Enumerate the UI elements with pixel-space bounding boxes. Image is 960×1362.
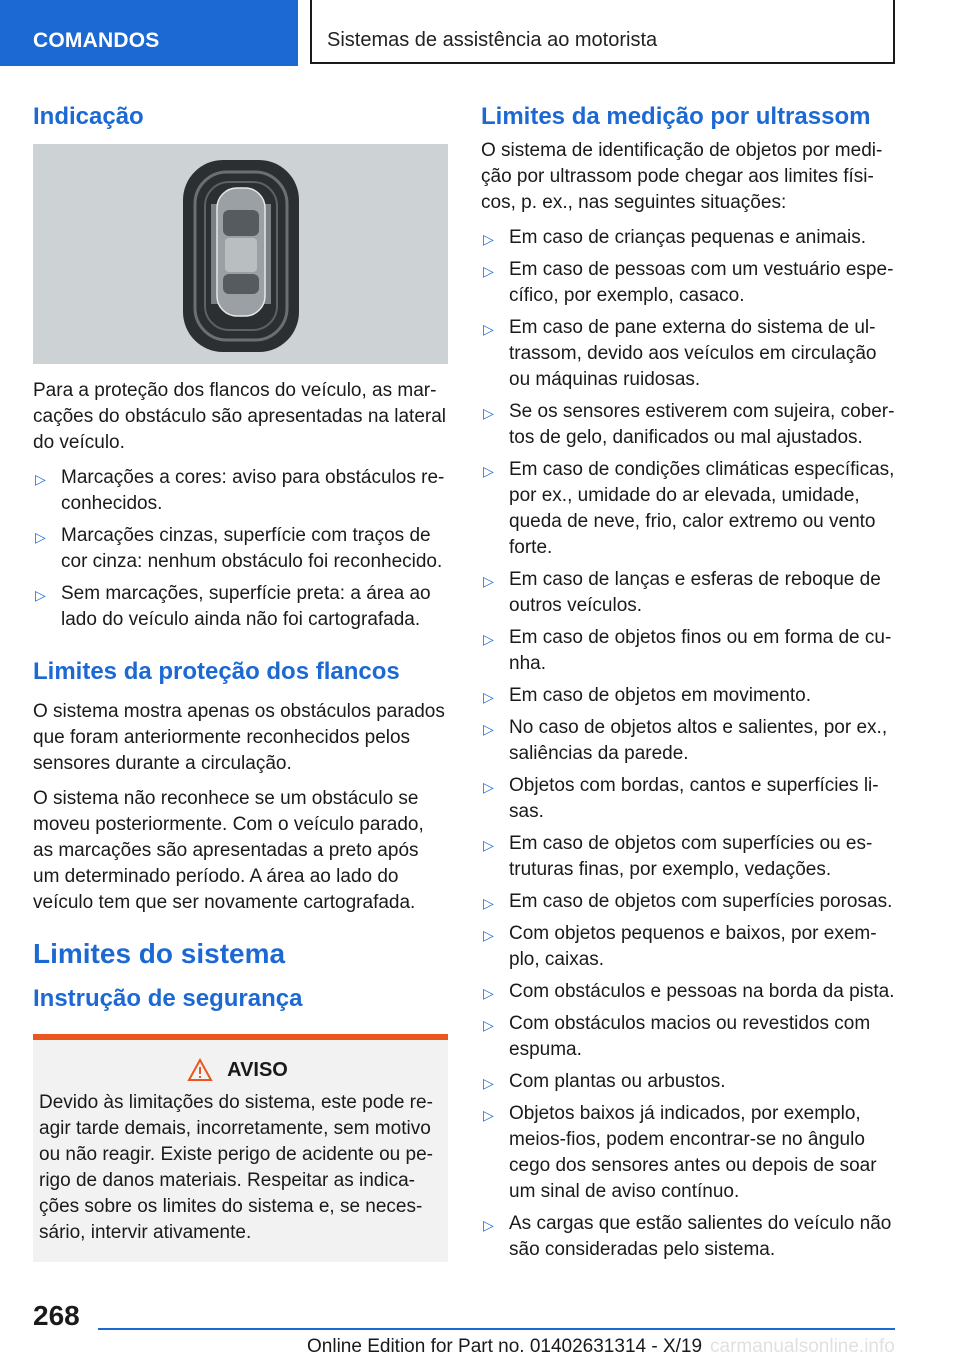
page-number: 268 [33,1300,80,1331]
parking-view-image [33,144,448,364]
edition-note: Online Edition for Part no. 01402631314 - X/19 [307,1336,703,1357]
paragraph-limites-2: O sistema não reconhece se um obstáculo se moveu posteriormente. Com o veículo parado, as marcações são apresentadas a preto após um determinado período. A área ao lado do veículo tem que ser novamente cartografada. [33,788,424,913]
warning-text: Devido às limitações do sistema, este pode re-agir tarde demais, incorretamente, sem motivo ou não reagir. Existe perigo de acidente ou pe-rigo de danos materiais. Respeitar as indica-ções sobre os limites do sistema e, se neces-sário, intervir ativamente. [39,1092,433,1243]
list-item: ▷ Sem marcações, superfície preta: a área ao lado do veículo ainda não foi cartografada. [35,583,431,630]
triangle-bullet-icon: ▷ [483,927,494,943]
warning-title: AVISO [227,1058,288,1081]
list-item: ▷ Em caso de lanças e esferas de reboque de outros veículos. [483,569,881,616]
triangle-bullet-icon: ▷ [483,1075,494,1091]
triangle-bullet-icon: ▷ [483,573,494,589]
page-header [0,0,960,66]
warning-header [39,1058,436,1082]
list-item: ▷ Em caso de pane externa do sistema de ul-trassom, devido aos veículos em circulação ou máquinas ruidosas. [483,317,877,390]
triangle-bullet-icon: ▷ [483,721,494,737]
triangle-bullet-icon: ▷ [483,231,494,247]
triangle-bullet-icon: ▷ [483,779,494,795]
list-item: ▷ No caso de objetos altos e salientes, por ex., saliências da parede. [483,717,888,764]
car-top-view-illustration [33,144,448,364]
triangle-bullet-icon: ▷ [483,263,494,279]
list-item: ▷ Em caso de objetos com superfícies porosas. [481,889,899,915]
triangle-bullet-icon: ▷ [483,1107,494,1123]
triangle-bullet-icon: ▷ [35,587,46,603]
triangle-bullet-icon: ▷ [483,689,494,705]
list-item: ▷ Com plantas ou arbustos. [481,1069,899,1095]
list-item: ▷ Objetos baixos já indicados, por exemplo, meios-fios, podem encontrar-se no ângulo cego dos sensores antes ou depois de soar um sinal de aviso contínuo. [483,1103,877,1202]
triangle-bullet-icon: ▷ [35,529,46,545]
chapter-title: Sistemas de assistência ao motorista [310,0,895,64]
list-item: ▷ Com objetos pequenos e baixos, por exem-plo, caixas. [483,923,877,970]
list-item: ▷ Com obstáculos macios ou revestidos com espuma. [483,1013,871,1060]
triangle-bullet-icon: ▷ [483,985,494,1001]
triangle-bullet-icon: ▷ [483,405,494,421]
section-tab[interactable]: COMANDOS [0,0,298,66]
right-column [481,100,899,1275]
list-item: ▷ Marcações cinzas, superfície com traços de cor cinza: nenhum obstáculo foi reconhecido. [35,525,443,572]
list-item: ▷ Marcações a cores: aviso para obstáculos re-conhecidos. [35,467,445,514]
triangle-bullet-icon: ▷ [483,463,494,479]
paragraph-intro: O sistema de identificação de objetos por medi-ção por ultrassom pode chegar aos limites físi-cos, p. ex., nas seguintes situações: [481,140,883,213]
list-item: ▷ Com obstáculos e pessoas na borda da pista. [481,979,899,1005]
watermark: carmanualsonline.info [710,1336,895,1357]
list-item: ▷ Objetos com bordas, cantos e superfícies li-sas. [483,775,879,822]
list-item: ▷ Em caso de condições climáticas específicas, por ex., umidade do ar elevada, umidade, queda de neve, frio, calor extremo ou vento forte. [483,459,895,558]
warning-box [33,1034,448,1262]
triangle-bullet-icon: ▷ [483,631,494,647]
left-column [33,100,448,1262]
triangle-bullet-icon: ▷ [35,471,46,487]
paragraph-limites-1: O sistema mostra apenas os obstáculos parados que foram anteriormente reconhecidos pelos sensores durante a circulação. [33,701,445,774]
indicacao-list [33,465,448,633]
list-item: ▷ Em caso de pessoas com um vestuário espe-cífico, por exemplo, casaco. [483,259,894,306]
warning-triangle-icon [187,1058,213,1082]
list-item: ▷ As cargas que estão salientes do veículo não são consideradas pelo sistema. [483,1213,892,1260]
triangle-bullet-icon: ▷ [483,321,494,337]
triangle-bullet-icon: ▷ [483,895,494,911]
ultrasound-limits-list [481,225,899,1263]
triangle-bullet-icon: ▷ [483,1017,494,1033]
heading-indicacao: Indicação [33,103,144,130]
heading-limites-sistema: Limites do sistema [33,938,286,969]
footer-divider [98,1328,895,1330]
triangle-bullet-icon: ▷ [483,837,494,853]
list-item: ▷ Em caso de crianças pequenas e animais. [481,225,899,251]
heading-instrucao-seguranca: Instrução de segurança [33,985,303,1012]
paragraph-indicacao: Para a proteção dos flancos do veículo, as mar-cações do obstáculo são apresentadas na lateral do veículo. [33,380,446,453]
heading-limites-medicao: Limites da medição por ultrassom [481,103,871,130]
list-item: ▷ Em caso de objetos finos ou em forma de cu-nha. [483,627,892,674]
triangle-bullet-icon: ▷ [483,1217,494,1233]
heading-limites-protecao: Limites da proteção dos flancos [33,658,400,685]
list-item: ▷ Se os sensores estiverem com sujeira, cober-tos de gelo, danificados ou mal ajustados. [483,401,895,448]
list-item: ▷ Em caso de objetos com superfícies ou es-truturas finas, por exemplo, vedações. [483,833,873,880]
list-item: ▷ Em caso de objetos em movimento. [481,683,899,709]
